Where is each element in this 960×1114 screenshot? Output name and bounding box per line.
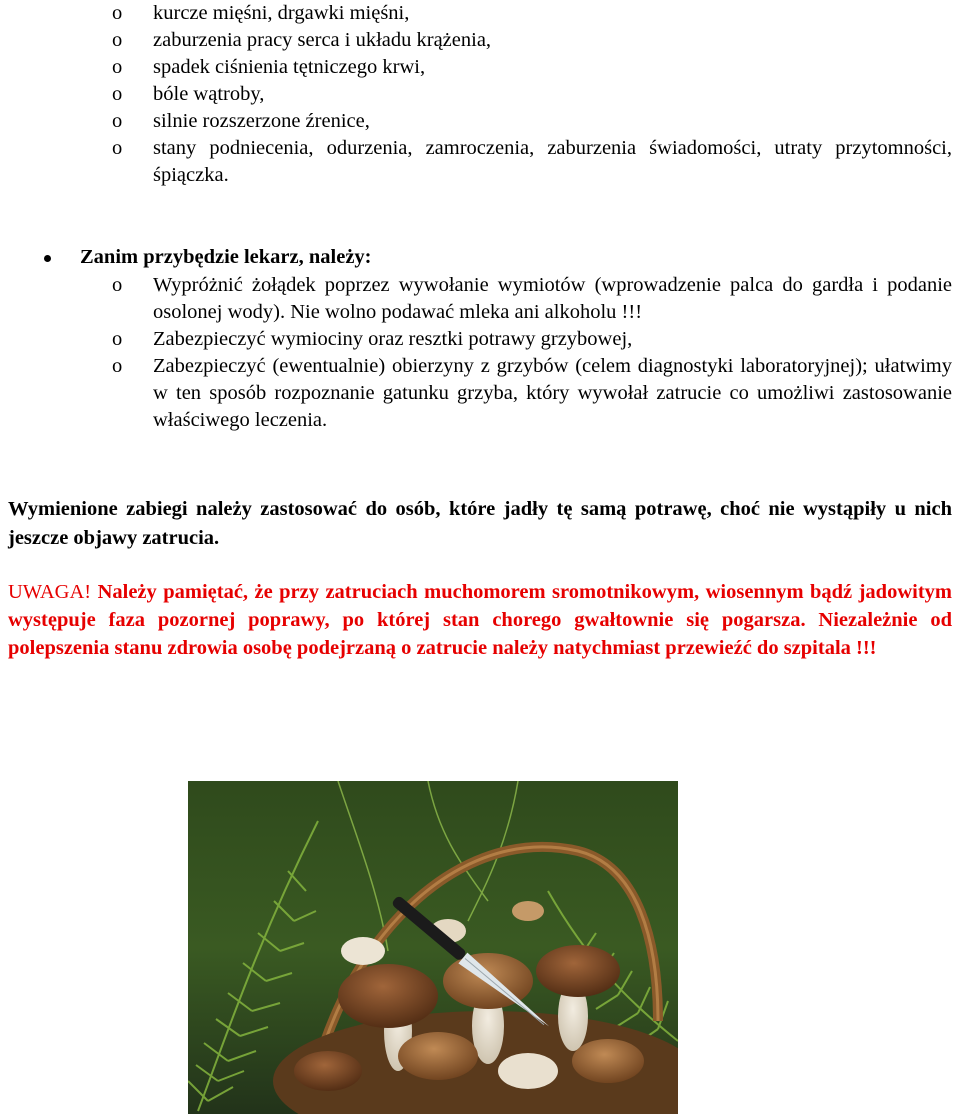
first-aid-step <box>0 353 960 434</box>
symptom-text: bóle wątroby, <box>153 83 265 105</box>
list-marker: o <box>112 2 123 24</box>
list-marker: o <box>112 274 123 296</box>
list-marker: o <box>112 83 123 105</box>
list-marker: o <box>112 355 123 377</box>
symptom-item <box>0 108 960 135</box>
first-aid-steps <box>0 272 960 434</box>
warning-paragraph <box>8 578 952 662</box>
mushroom-basket-illustration <box>188 781 678 1114</box>
symptom-text: kurcze mięśni, drgawki mięśni, <box>153 2 410 24</box>
first-aid-heading-row <box>0 244 960 272</box>
mushroom-basket-photo <box>188 781 678 1114</box>
list-marker: o <box>112 137 123 159</box>
symptom-item <box>0 81 960 108</box>
bold-note-paragraph: Wymienione zabiegi należy zastosować do osób, które jadły tę samą potrawę, choć nie wystąpiły u nich jeszcze objawy zatrucia. <box>8 498 952 549</box>
step-text: Zabezpieczyć wymiociny oraz resztki potrawy grzybowej, <box>153 328 633 350</box>
list-marker: o <box>112 29 123 51</box>
symptom-item <box>0 27 960 54</box>
symptom-item <box>0 135 960 189</box>
list-marker: o <box>112 110 123 132</box>
symptom-text: silnie rozszerzone źrenice, <box>153 110 370 132</box>
warning-text: Należy pamiętać, że przy zatruciach muchomorem sromotnikowym, wiosennym bądź jadowitym występuje faza pozornej poprawy, po której stan chorego gwałtownie się pogarsza. Niezależnie od polepszenia stanu zdrowia osobę podejrzaną o zatrucie należy natychmiast przewieźć do szpitala !!! <box>8 581 952 659</box>
step-text: Wypróżnić żołądek poprzez wywołanie wymiotów (wprowadzenie palca do gardła i podanie osolonej wody). Nie wolno podawać mleka ani alkoholu !!! <box>153 274 952 323</box>
warning-label: UWAGA! <box>8 581 92 603</box>
symptom-item <box>0 54 960 81</box>
symptom-list <box>0 0 960 189</box>
symptom-text: spadek ciśnienia tętniczego krwi, <box>153 56 426 78</box>
symptom-text: stany podniecenia, odurzenia, zamroczenia, zaburzenia świadomości, utraty przytomności, śpiączka. <box>153 137 952 186</box>
first-aid-section <box>0 244 960 434</box>
first-aid-heading: Zanim przybędzie lekarz, należy: <box>80 246 372 268</box>
list-marker: o <box>112 56 123 78</box>
symptom-item <box>0 0 960 27</box>
bullet-icon <box>44 255 51 262</box>
first-aid-step <box>0 272 960 326</box>
list-marker: o <box>112 328 123 350</box>
step-text: Zabezpieczyć (ewentualnie) obierzyny z grzybów (celem diagnostyki laboratoryjnej); ułatwimy w ten sposób rozpoznanie gatunku grzyba, który wywołał zatrucie co umożliwi zastosowanie właściwego leczenia. <box>153 355 952 431</box>
first-aid-step <box>0 326 960 353</box>
symptom-text: zaburzenia pracy serca i układu krążenia, <box>153 29 492 51</box>
